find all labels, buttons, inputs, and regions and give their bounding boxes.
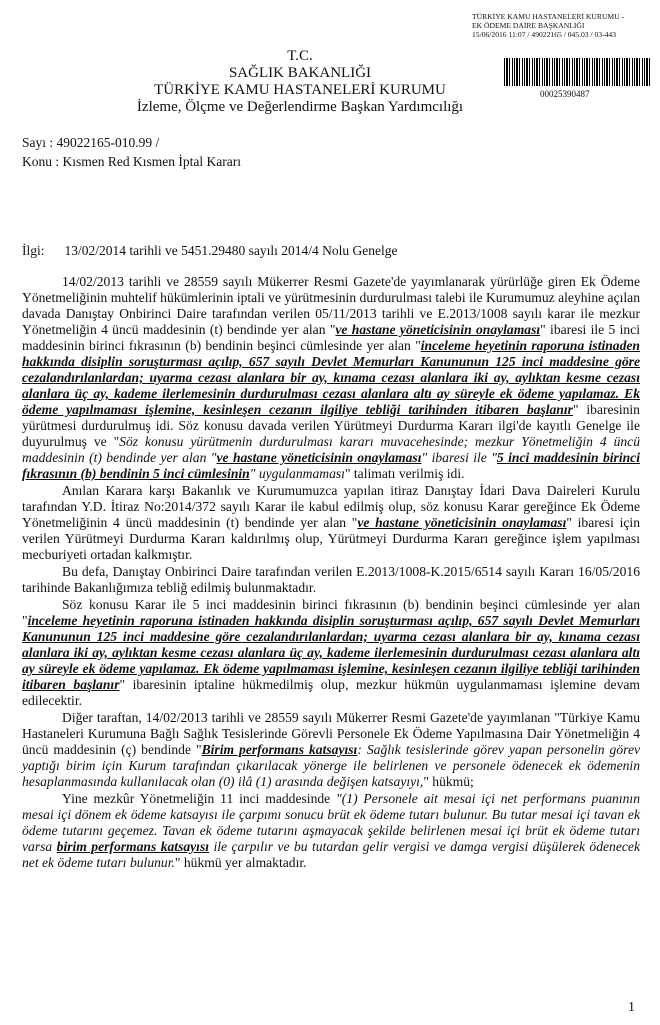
text: Diğer taraftan, 14/02/2013 tarihli ve 28559 sayılı Mükerrer Resmi Gazete'de yayımlanan "Türkiye Kamu Hastaneleri Kurumuna Bağlı Sağlık Tesislerinde Görevli Personele Ek Ödeme Yapılmasına Dair Yönetmeliğin 4 üncü maddesinin (ç) bendinde " [22,710,640,757]
barcode-number: 00025390487 [540,89,590,99]
text: " ibaresinin yürütmesi durdurulmuş idi. Söz konusu davada verilen Yürütmeyi Durdurma Kararı ilgi'de kayıtlı Genelge ile duyurulmuş ve " [22,402,640,449]
ilgi-value: 13/02/2014 tarihli ve 5451.29480 sayılı 2014/4 Nolu Genelge [64,243,398,258]
text: " ibaresi ile 5 inci maddesinin birinci fıkrasının (b) bendinin beşinci cümlesinde yer alan " [22,322,640,353]
ilgi-label: İlgi: [22,243,45,258]
letterhead-line-1: T.C. [287,48,313,64]
paragraph-6 [22,791,640,871]
stamp-line-3: 15/06/2016 11:07 / 49022165 / 045.03 / 03-443 [472,30,616,39]
letterhead-line-4: İzleme, Ölçme ve Değerlendirme Başkan Yardımcılığı [136,99,464,115]
paragraph-4 [22,597,640,709]
emphasis: inceleme heyetinin raporuna istinaden hakkında disiplin soruşturması açılıp, 657 sayılı Devlet Memurları Kanununun 125 inci maddesine göre cezalandırılanlardan; uyarma cezası alanlara bir ay, kınama cezası alanlara iki ay, aylıktan kesme cezası alanlara üç ay, kademe ilerlemesinin durdurulması cezası alanlara altı ay süreyle ek ödeme yapılamaz. Ek ödeme yapılmaması işlemine, kesinleşen cezanın ilgiliye tebliği tarihinden itibaren başlanır [22,613,640,692]
sayi-line: Sayı : 49022165-010.99 / [22,135,160,150]
ilgi-line [22,243,397,259]
emphasis: ve hastane yöneticisinin onaylaması [335,322,541,337]
quote: " ibaresi ile " [421,450,497,465]
letterhead-line-3: TÜRKİYE KAMU HASTANELERİ KURUMU [154,82,446,98]
registry-stamp [472,12,658,39]
letter-body [22,274,640,872]
emphasis: ve hastane yöneticisinin onaylaması [216,450,422,465]
stamp-line-2: EK ÖDEME DAİRE BAŞKANLIĞI [472,21,585,30]
emphasis: birim performans katsayısı [56,839,210,854]
emphasis: inceleme heyetinin raporuna istinaden hakkında disiplin soruşturması açılıp, 657 sayılı Devlet Memurları Kanununun 125 inci maddesine göre cezalandırılanlardan; uyarma cezası alanlara bir ay, kınama cezası alanlara iki ay, aylıktan kesme cezası alanlara üç ay, kademe ilerlemesinin durdurulması cezası alanlara altı ay süreyle ek ödeme yapılamaz. Ek ödeme yapılmaması işlemine, kesinleşen cezanın ilgiliye tebliği tarihinden itibaren başlanır [22,338,640,417]
letterhead-line-2: SAĞLIK BAKANLIĞI [228,65,372,81]
quote: ile çarpılır ve bu tutardan gelir vergisi ve damga vergisi düşülerek ödenecek net ek ödeme tutarı bulunur. [22,839,640,870]
text: Söz konusu Karar ile 5 inci maddesinin birinci fıkrasının (b) bendinin beşinci cümlesinde yer alan " [22,597,640,628]
emphasis: 5 inci maddesinin birinci fıkrasının (b) bendinin 5 inci cümlesinin [22,450,640,481]
quote: " uygulanmaması [249,466,345,481]
paragraph-5 [22,710,640,790]
text: Anılan Karara karşı Bakanlık ve Kurumumuzca yapılan itiraz Danıştay İdari Dava Daireleri Kurulu tarafından Y.D. İtiraz No:2014/372 sayılı Karar ile kabul edilmiş olup, söz konusu Karar gereğince Ek Ödeme Yönetmeliğinin 4 üncü maddesinin (t) bendinde yer alan " [22,483,640,530]
text: " hükmü; [423,774,474,789]
quote: : Sağlık tesislerinde görev yapan personelin görev yaptığı birim için Kurum tarafından çıkarılacak yönerge ile belirlenen ve personele ödenecek ek ödemenin hesaplanmasında kullanılacak olan (0) ilâ (1) arasında değişen katsayıyı, [22,742,641,789]
quote: "(1) Personele ait mesai içi net performans puanının mesai içi dönem ek ödeme katsayısı ile çarpımı sonucu brüt ek ödeme tutarı bulunur. Bu tutar mesai içi tavan ek ödeme tutarını geçemez. Tavan ek ödeme tutarını aşmayacak şekilde belirlenen mesai içi brüt ek ödeme tutarı varsa [22,791,640,854]
text: 14/02/2013 tarihli ve 28559 sayılı Mükerrer Resmi Gazete'de yayımlanarak yürürlüğe giren Ek Ödeme Yönetmeliğinin muhtelif hükümlerinin iptali ve yürütmesinin durdurulması talebi ile Kurumumuz aleyhine açılan davada Danıştay Onbirinci Daire tarafından verilen 05/11/2013 tarihli ve E.2013/1008 sayılı karar ile mezkur Yönetmeliğin 4 üncü maddesinin (t) bendinde yer alan " [22,274,640,337]
text: " hükmü yer almaktadır. [174,855,307,870]
text: " ibaresinin iptaline hükmedilmiş olup, mezkur hükmün uygulanmaması işlemine devam edilecektir. [22,677,640,708]
text: " talimatı verilmiş idi. [344,466,465,481]
text: " ibaresi için verilen Yürütmeyi Durdurma Kararı kaldırılmış olup, Yürütmeyi Durdurma Kararı gereğince işlem yapılması mecburiyeti ortadan kalkmıştır. [22,515,640,562]
konu-line: Konu : Kısmen Red Kısmen İptal Kararı [22,154,241,169]
page-number: 1 [628,1000,635,1015]
barcode [504,58,650,86]
paragraph-2 [22,483,640,563]
stamp-line-1: TÜRKİYE KAMU HASTANELERİ KURUMU - [472,12,625,21]
emphasis: ve hastane yöneticisinin onaylaması [357,515,567,530]
text: Yine mezkûr Yönetmeliğin 11 inci maddesinde [62,791,337,806]
emphasis: Birim performans katsayısı [201,742,358,757]
quote: Söz konusu yürütmenin durdurulması kararı muvacehesinde; mezkur Yönetmeliğin 4 üncü maddesinin (t) bendinde yer alan " [22,434,641,465]
paragraph-1 [22,274,640,482]
paragraph-3: Bu defa, Danıştay Onbirinci Daire tarafından verilen E.2013/1008-K.2015/6514 sayılı Kararı 16/05/2016 tarihinde Bakanlığımıza tebliğ edilmiş bulunmaktadır. [22,564,640,595]
letterhead [120,48,480,116]
